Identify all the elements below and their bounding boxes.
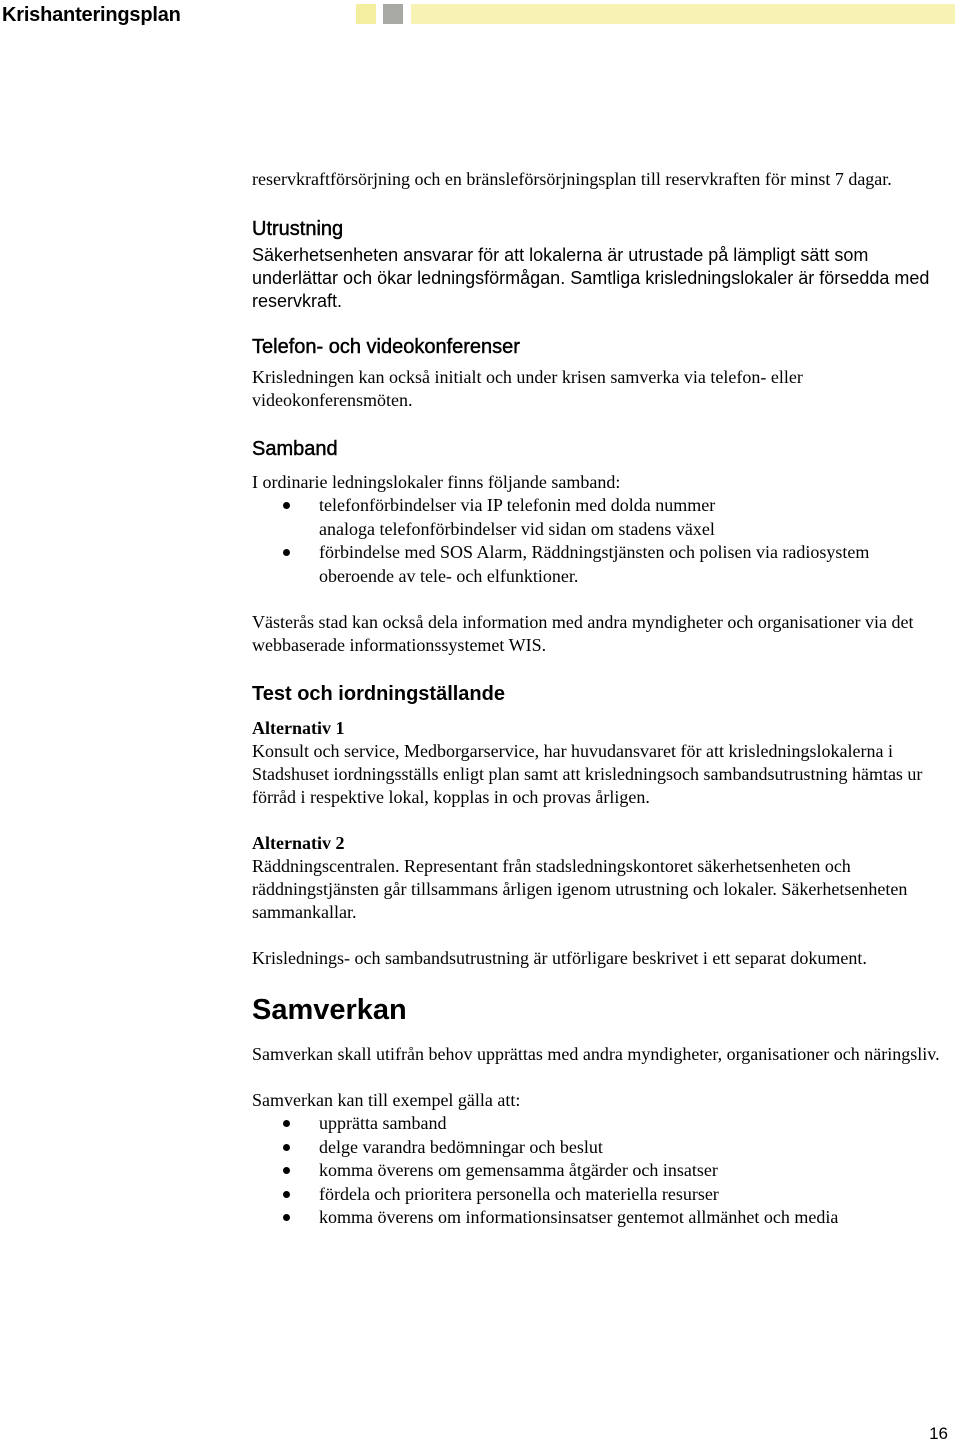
list-item: upprätta samband [252,1112,942,1136]
utrustning-heading: Utrustning [252,218,344,240]
samverkan-heading: Samverkan [252,994,407,1026]
alternativ-1-label: Alternativ 1 [252,718,345,738]
list-item: analoga telefonförbindelser vid sidan om stadens växel [319,518,715,539]
header-decoration-bar [411,4,955,24]
header-decoration-block [383,4,403,24]
list-item: komma överens om gemensamma åtgärder och insatser [252,1159,942,1183]
samband-intro: I ordinarie ledningslokaler finns följande samband: [252,472,621,492]
samband-list [252,494,942,588]
page-number: 16 [929,1424,948,1443]
samverkan-intro: Samverkan kan till exempel gälla att: [252,1090,521,1110]
telefon-heading: Telefon- och videokonferenser [252,336,520,358]
list-item: förbindelse med SOS Alarm, Räddningstjänsten och polisen via radiosystem oberoende av tele- och elfunktioner. [252,541,942,588]
telefon-paragraph: Krisledningen kan också initialt och under krisen samverka via telefon- eller videokonferensmöten. [252,367,803,410]
header-decoration-block [356,4,376,24]
document-title: Krishanteringsplan [2,4,181,26]
list-item: delge varandra bedömningar och beslut [252,1136,942,1160]
samband-paragraph: Västerås stad kan också dela information med andra myndigheter och organisationer via det webbaserade informationssystemet WIS. [252,612,914,655]
samverkan-paragraph: Samverkan skall utifrån behov upprättas med andra myndigheter, organisationer och näringsliv. [252,1044,940,1064]
alternativ-1-paragraph: Konsult och service, Medborgarservice, har huvudansvaret för att krisledningslokalerna i Stadshuset iordningsställs enligt plan samt att krisledningsoch sambandsutrustning hämtas ur förråd i respektive lokal, kopplas in och provas årligen. [252,741,923,807]
alternativ-2-label: Alternativ 2 [252,833,345,853]
samband-heading: Samband [252,438,338,460]
list-item: komma överens om informationsinsatser gentemot allmänhet och media [252,1206,942,1230]
samverkan-list [252,1112,942,1230]
page-content [252,168,942,1230]
test-paragraph: Krislednings- och sambandsutrustning är utförligare beskrivet i ett separat dokument. [252,948,867,968]
alternativ-2-paragraph: Räddningscentralen. Representant från stadsledningskontoret säkerhetsenheten och räddningstjänsten går tillsammans årligen igenom utrustning och lokaler. Säkerhetsenheten sammankallar. [252,856,908,922]
list-item: telefonförbindelser via IP telefonin med dolda nummer [252,494,942,518]
utrustning-paragraph: Säkerhetsenheten ansvarar för att lokalerna är utrustade på lämpligt sätt som underlättar och ökar ledningsförmågan. Samtliga krisledningslokaler är försedda med reservkraft. [252,245,930,311]
list-item: fördela och prioritera personella och materiella resurser [252,1183,942,1207]
intro-paragraph: reservkraftförsörjning och en bränsleförsörjningsplan till reservkraften för minst 7 dagar. [252,169,892,189]
test-heading: Test och iordningställande [252,683,505,705]
